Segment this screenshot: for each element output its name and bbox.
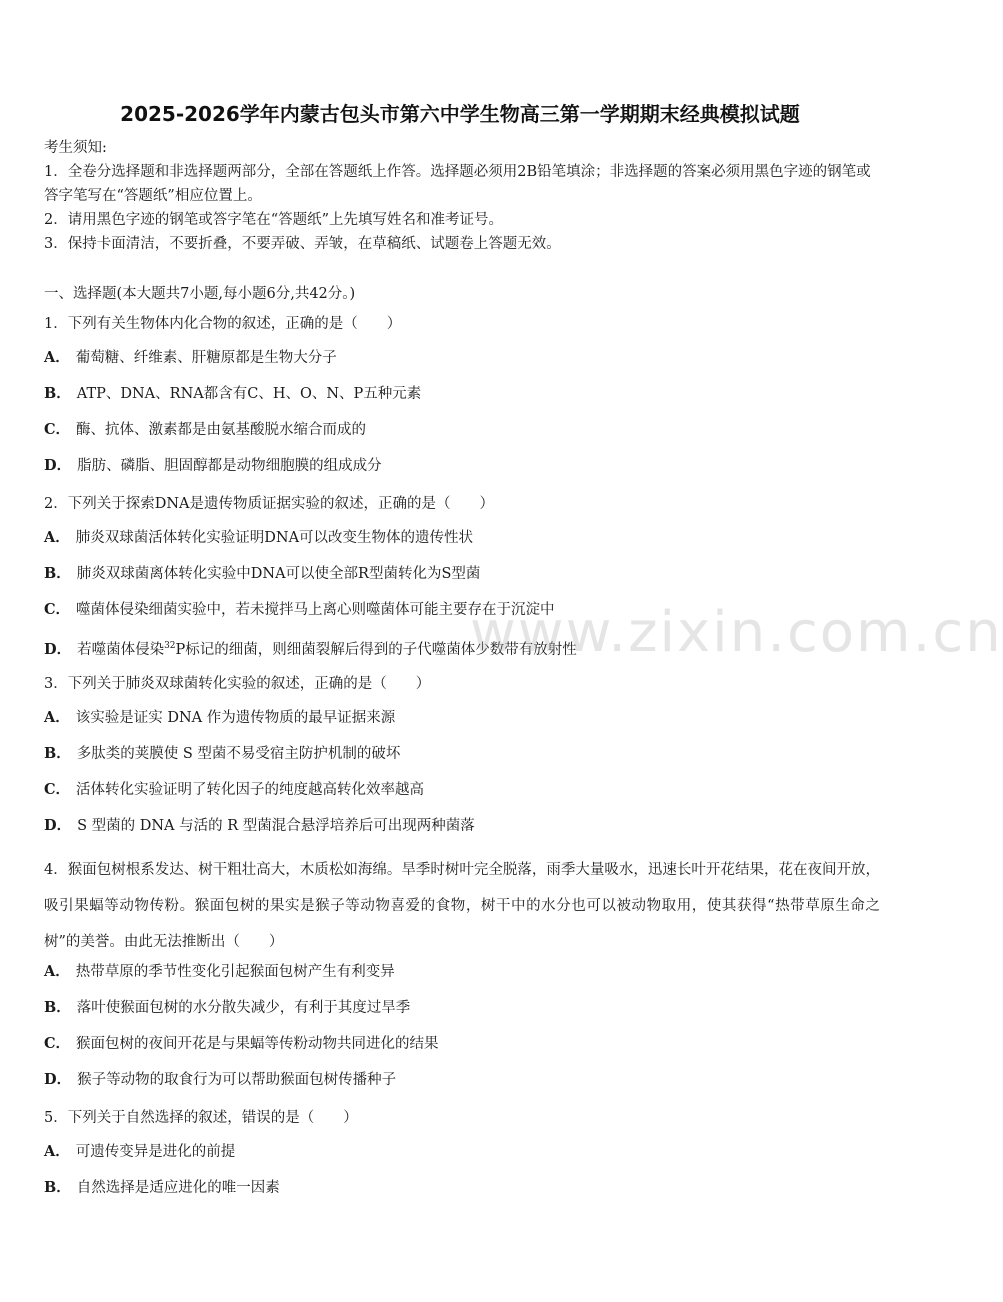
option-letter: A． (44, 963, 70, 980)
question-4-option-c (44, 1034, 880, 1054)
option-text: 脂肪、磷脂、胆固醇都是动物细胞膜的组成成分 (77, 458, 382, 474)
option-letter: A． (44, 1143, 70, 1160)
option-letter: C． (44, 1035, 71, 1052)
question-1-option-b (44, 384, 880, 404)
question-4-stem (44, 852, 880, 960)
option-letter: A． (44, 709, 70, 726)
question-4-option-d (44, 1070, 880, 1090)
option-text: 落叶使猴面包树的水分散失减少，有利于其度过旱季 (76, 1000, 411, 1016)
option-letter: D． (44, 817, 72, 834)
question-2-option-c (44, 600, 880, 620)
question-2-option-b (44, 564, 880, 584)
notice-item-2: 2．请用黑色字迹的钢笔或答字笔在“答题纸”上先填写姓名和准考证号。 (44, 212, 504, 228)
notice-item-1: 1．全卷分选择题和非选择题两部分，全部在答题纸上作答。选择题必须用2B铅笔填涂；非选择题的答案必须用黑色字迹的钢笔或答字笔写在“答题纸”相应位置上。 (44, 164, 871, 204)
option-letter: A． (44, 529, 70, 546)
question-1-option-d (44, 456, 880, 476)
option-text-pre: 若噬菌体侵染 (77, 641, 165, 658)
watermark: www.zixin.com.cn (470, 600, 1003, 665)
option-letter: B． (44, 999, 71, 1016)
option-letter: B． (44, 565, 71, 582)
question-3-option-a (44, 708, 880, 728)
question-1-option-c (44, 420, 880, 440)
exam-notice (44, 136, 880, 256)
option-letter: B． (44, 1179, 71, 1196)
option-text: 自然选择是适应进化的唯一因素 (76, 1180, 280, 1196)
question-4-stem-text: 4．猴面包树根系发达、树干粗壮高大，木质松如海绵。旱季时树叶完全脱落，雨季大量吸水，迅速长叶开花结果，花在夜间开放，吸引果蝠等动物传粉。猴面包树的果实是猴子等动物喜爱的食物，树干中的水分也可以被动物取用，使其获得“热带草原生命之树”的美誉。由此无法推断出（ ） (44, 862, 880, 950)
option-text: S 型菌的 DNA 与活的 R 型菌混合悬浮培养后可出现两种菌落 (77, 818, 475, 834)
notice-item-3: 3．保持卡面清洁，不要折叠，不要弄破、弄皱，在草稿纸、试题卷上答题无效。 (44, 236, 561, 252)
option-text-post: P标记的细菌，则细菌裂解后得到的子代噬菌体少数带有放射性 (175, 641, 577, 658)
question-1-option-a (44, 348, 880, 368)
option-text: 热带草原的季节性变化引起猴面包树产生有利变异 (75, 964, 395, 980)
option-letter: A． (44, 349, 70, 366)
question-1-stem: 1．下列有关生物体内化合物的叙述，正确的是（ ） (44, 316, 402, 332)
question-2-option-d (44, 636, 880, 660)
question-3-option-d (44, 816, 880, 836)
question-4-option-a (44, 962, 880, 982)
option-letter: D． (44, 1071, 72, 1088)
question-5-option-a (44, 1142, 880, 1162)
question-3-option-b (44, 744, 880, 764)
option-text: 酶、抗体、激素都是由氨基酸脱水缩合而成的 (76, 422, 367, 438)
notice-heading: 考生须知: (44, 140, 107, 156)
question-2-option-a (44, 528, 880, 548)
page-title: 2025-2026学年内蒙古包头市第六中学生物高三第一学期期末经典模拟试题 (120, 102, 800, 126)
option-text: 猴子等动物的取食行为可以帮助猴面包树传播种子 (77, 1072, 397, 1088)
question-3-option-c (44, 780, 880, 800)
option-text: 活体转化实验证明了转化因子的纯度越高转化效率越高 (76, 782, 425, 798)
option-text: 可遗传变异是进化的前提 (75, 1144, 236, 1160)
question-5-stem: 5．下列关于自然选择的叙述，错误的是（ ） (44, 1110, 358, 1126)
option-letter: C． (44, 421, 71, 438)
option-letter: B． (44, 745, 71, 762)
question-3-stem: 3．下列关于肺炎双球菌转化实验的叙述，正确的是（ ） (44, 676, 431, 692)
option-text: ATP、DNA、RNA都含有C、H、O、N、P五种元素 (76, 386, 422, 402)
question-4-option-b (44, 998, 880, 1018)
isotope-superscript: 32 (164, 641, 176, 651)
option-text: 猴面包树的夜间开花是与果蝠等传粉动物共同进化的结果 (76, 1036, 439, 1052)
question-2-stem: 2．下列关于探索DNA是遗传物质证据实验的叙述，正确的是（ ） (44, 496, 495, 512)
option-text: 多肽类的荚膜使 S 型菌不易受宿主防护机制的破坏 (76, 746, 401, 762)
option-text: 葡萄糖、纤维素、肝糖原都是生物大分子 (75, 350, 337, 366)
option-text: 噬菌体侵染细菌实验中，若未搅拌马上离心则噬菌体可能主要存在于沉淀中 (76, 602, 555, 618)
option-text: 肺炎双球菌活体转化实验证明DNA可以改变生物体的遗传性状 (75, 530, 474, 546)
question-5-option-b (44, 1178, 880, 1198)
option-letter: B． (44, 385, 71, 402)
option-letter: D． (44, 640, 72, 658)
option-text: 该实验是证实 DNA 作为遗传物质的最早证据来源 (75, 710, 396, 726)
option-letter: D． (44, 457, 72, 474)
option-letter: C． (44, 781, 71, 798)
option-letter: C． (44, 601, 71, 618)
section-title: 一、选择题(本大题共7小题,每小题6分,共42分。) (44, 286, 356, 302)
option-text: 肺炎双球菌离体转化实验中DNA可以使全部R型菌转化为S型菌 (76, 566, 481, 582)
